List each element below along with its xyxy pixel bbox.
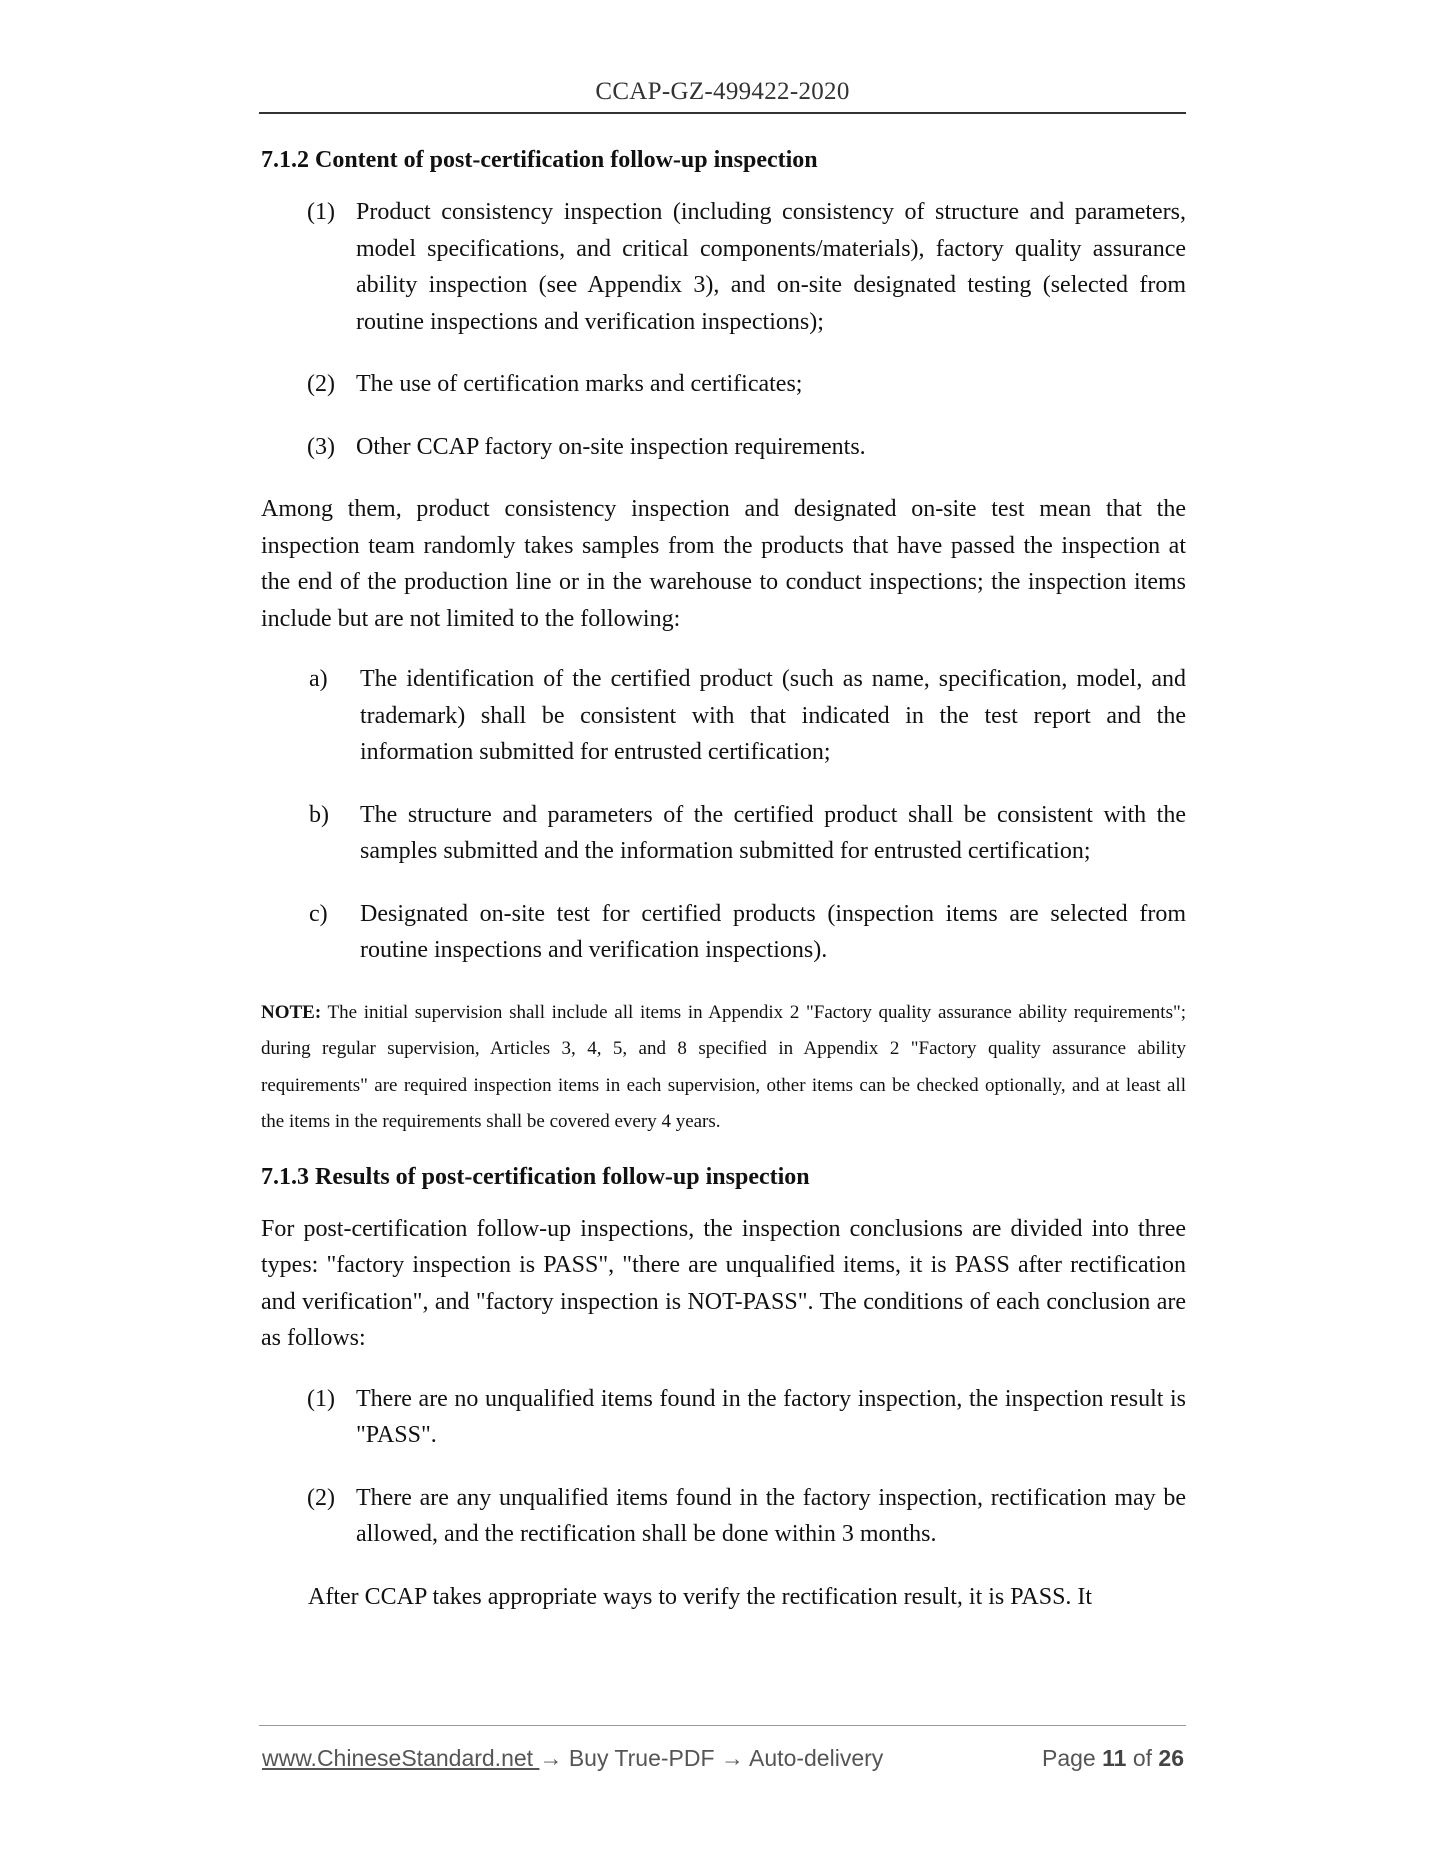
list-item bbox=[307, 797, 1186, 870]
list-item bbox=[307, 1381, 1186, 1454]
footer-promo bbox=[262, 1745, 883, 1772]
note-paragraph bbox=[261, 995, 1186, 1141]
header-divider bbox=[259, 112, 1186, 114]
list-item bbox=[307, 429, 1186, 466]
note-label: NOTE: bbox=[261, 1001, 322, 1023]
page-number bbox=[1042, 1745, 1184, 1772]
list-item-text: The use of certification marks and certificates; bbox=[356, 371, 803, 397]
list-item bbox=[307, 661, 1186, 771]
section-713-heading: 7.1.3 Results of post-certification follow-up inspection bbox=[261, 1163, 810, 1190]
page-label: Page bbox=[1042, 1745, 1103, 1771]
section-712-heading: 7.1.2 Content of post-certification follow-up inspection bbox=[261, 147, 818, 173]
list-item bbox=[307, 1480, 1186, 1553]
list-item-number: (2) bbox=[307, 1484, 335, 1511]
list-item bbox=[307, 366, 1186, 403]
list-item-text: Other CCAP factory on-site inspection requirements. bbox=[356, 433, 866, 460]
delivery-text: Auto-delivery bbox=[743, 1745, 884, 1771]
after-paragraph: After CCAP takes appropriate ways to verify the rectification result, it is PASS. It bbox=[308, 1583, 1093, 1610]
arrow-right-icon: → bbox=[720, 1745, 744, 1771]
list-item-text: The identification of the certified product (such as name, specification, model, and trademark) shall be consistent with that indicated in the test report and the information submitted for entrusted certification; bbox=[360, 666, 1186, 765]
page-body bbox=[261, 140, 1186, 1639]
among-paragraph: Among them, product consistency inspection and designated on-site test mean that the inspection team randomly takes samples from the products that have passed the inspection at the end of the production line or in the warehouse to conduct inspections; the inspection items include but are not limited to the following: bbox=[261, 496, 1186, 632]
note-text: The initial supervision shall include all items in Appendix 2 "Factory quality assurance ability requirements"; during regular supervision, Articles 3, 4, 5, and 8 specified in Appendix 2 "Factory quality assurance ability requirements" are required inspection items in each supervision, other items can be checked optionally, and at least all the items in the requirements shall be covered every 4 years. bbox=[261, 1001, 1186, 1132]
list-item-number: (3) bbox=[307, 433, 335, 460]
current-page: 11 bbox=[1102, 1745, 1127, 1771]
arrow-right-icon: → bbox=[539, 1745, 563, 1771]
page-footer bbox=[262, 1745, 1184, 1772]
list-item-text: Designated on-site test for certified products (inspection items are selected from routine inspections and verification inspections). bbox=[360, 900, 1186, 963]
list-item-text: Product consistency inspection (including consistency of structure and parameters, model specifications, and critical components/materials), factory quality assurance ability inspection (see Appendix 3), and on-site designated testing (selected from routine inspections and verification inspections); bbox=[356, 199, 1186, 335]
footer-divider bbox=[259, 1725, 1186, 1726]
of-label: of bbox=[1126, 1745, 1159, 1771]
list-item-text: There are any unqualified items found in the factory inspection, rectification may be allowed, and the rectification shall be done within 3 months. bbox=[356, 1484, 1186, 1547]
list-item-number: (1) bbox=[307, 199, 335, 225]
list-item bbox=[307, 896, 1186, 969]
list-item-letter: c) bbox=[309, 900, 328, 927]
results-intro-paragraph: For post-certification follow-up inspections, the inspection conclusions are divided into three types: "factory inspection is PASS", "there are unqualified items, it is PASS after rectification and verification", and "factory inspection is NOT-PASS". The conditions of each conclusion are as follows: bbox=[261, 1215, 1186, 1351]
total-pages: 26 bbox=[1158, 1745, 1184, 1771]
website-link[interactable]: www.ChineseStandard.net bbox=[262, 1745, 540, 1771]
list-item-letter: a) bbox=[309, 666, 328, 692]
page-header: CCAP-GZ-499422-2020 bbox=[595, 78, 850, 105]
buy-text: Buy True-PDF bbox=[562, 1745, 721, 1771]
list-item-text: There are no unqualified items found in the factory inspection, the inspection result is "PASS". bbox=[356, 1385, 1186, 1448]
list-item-number: (2) bbox=[307, 371, 335, 397]
list-item-text: The structure and parameters of the certified product shall be consistent with the samples submitted and the information submitted for entrusted certification; bbox=[360, 801, 1186, 864]
list-item-letter: b) bbox=[309, 801, 329, 828]
list-item bbox=[307, 194, 1186, 340]
list-item-number: (1) bbox=[307, 1385, 335, 1412]
